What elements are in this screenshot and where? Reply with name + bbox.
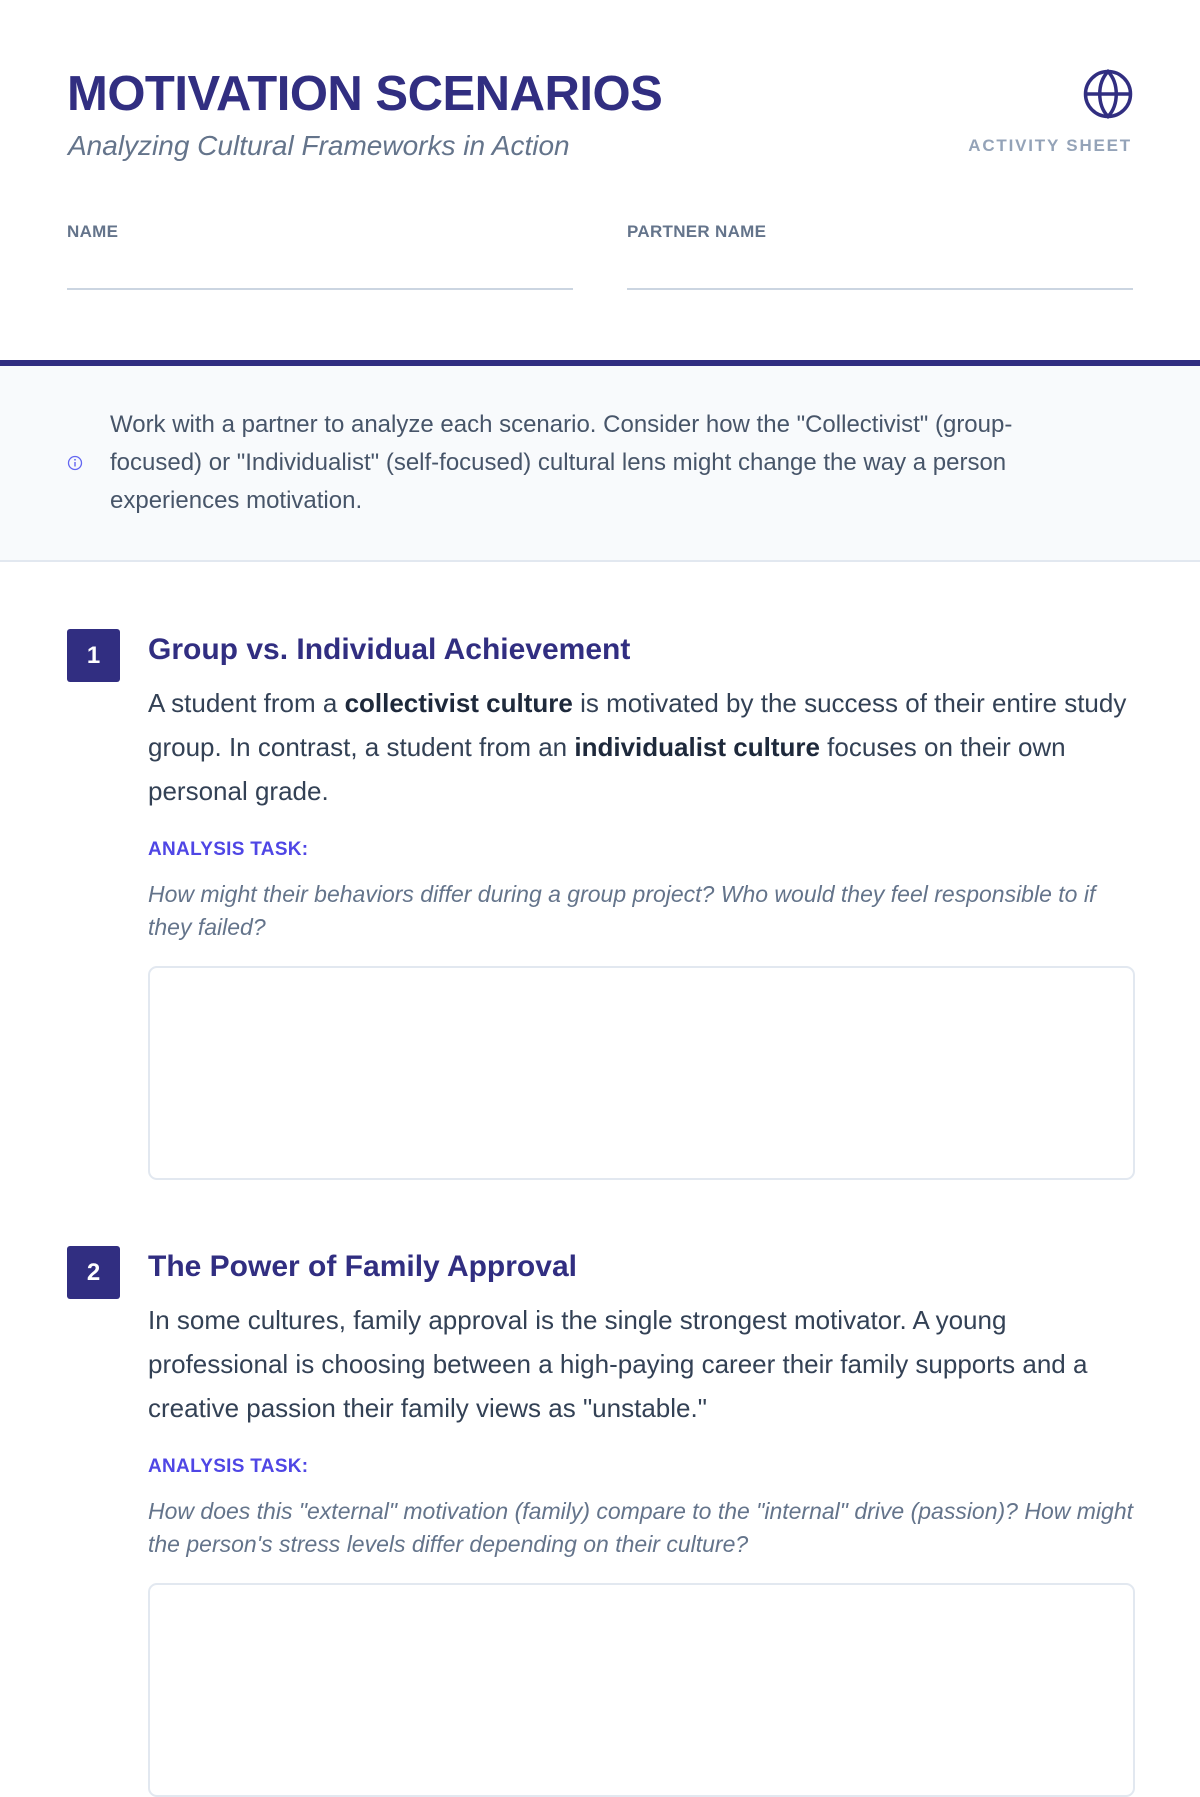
analysis-task-question: How might their behaviors differ during a group project? Who would they feel responsible to if they failed? (148, 881, 1096, 940)
name-field-label: NAME (67, 222, 119, 241)
name-field-line[interactable] (67, 288, 573, 290)
page-subtitle: Analyzing Cultural Frameworks in Action (68, 130, 570, 161)
scenario-title: The Power of Family Approval (148, 1250, 577, 1283)
answer-box[interactable] (148, 966, 1135, 1180)
scenario-number-badge: 1 (67, 629, 120, 682)
name-field[interactable] (67, 222, 573, 290)
scenario-number-badge: 2 (67, 1246, 120, 1299)
globe-icon (1082, 68, 1134, 120)
analysis-task-question: How does this "external" motivation (family) compare to the "internal" drive (passion)? How might the person's stress levels differ depending on their culture? (148, 1498, 1134, 1557)
partner-name-field-label: PARTNER NAME (627, 222, 767, 241)
scenario-description: A student from a collectivist culture is motivated by the success of their entire study group. In contrast, a student from an individualist culture focuses on their own personal grade. (148, 688, 1127, 806)
scenario-title: Group vs. Individual Achievement (148, 633, 631, 666)
page-title: MOTIVATION SCENARIOS (67, 67, 663, 121)
analysis-task-label: ANALYSIS TASK: (148, 1456, 309, 1477)
partner-name-field-line[interactable] (627, 288, 1133, 290)
partner-name-field[interactable] (627, 222, 1133, 290)
answer-box[interactable] (148, 1583, 1135, 1797)
activity-sheet-label: ACTIVITY SHEET (968, 136, 1132, 155)
instructions-text: Work with a partner to analyze each scenario. Consider how the "Collectivist" (group-focused) or "Individualist" (self-focused) cultural lens might change the way a person experiences motivation. (110, 411, 1013, 514)
analysis-task-label: ANALYSIS TASK: (148, 839, 309, 860)
scenario-description: In some cultures, family approval is the single strongest motivator. A young professional is choosing between a high-paying career their family supports and a creative passion their family views as "unstable." (148, 1305, 1088, 1423)
worksheet-header (0, 0, 1200, 360)
info-icon (67, 455, 83, 471)
instructions-panel (0, 366, 1200, 562)
individualist-culture-term: individualist culture (574, 732, 820, 762)
collectivist-culture-term: collectivist culture (344, 688, 573, 718)
